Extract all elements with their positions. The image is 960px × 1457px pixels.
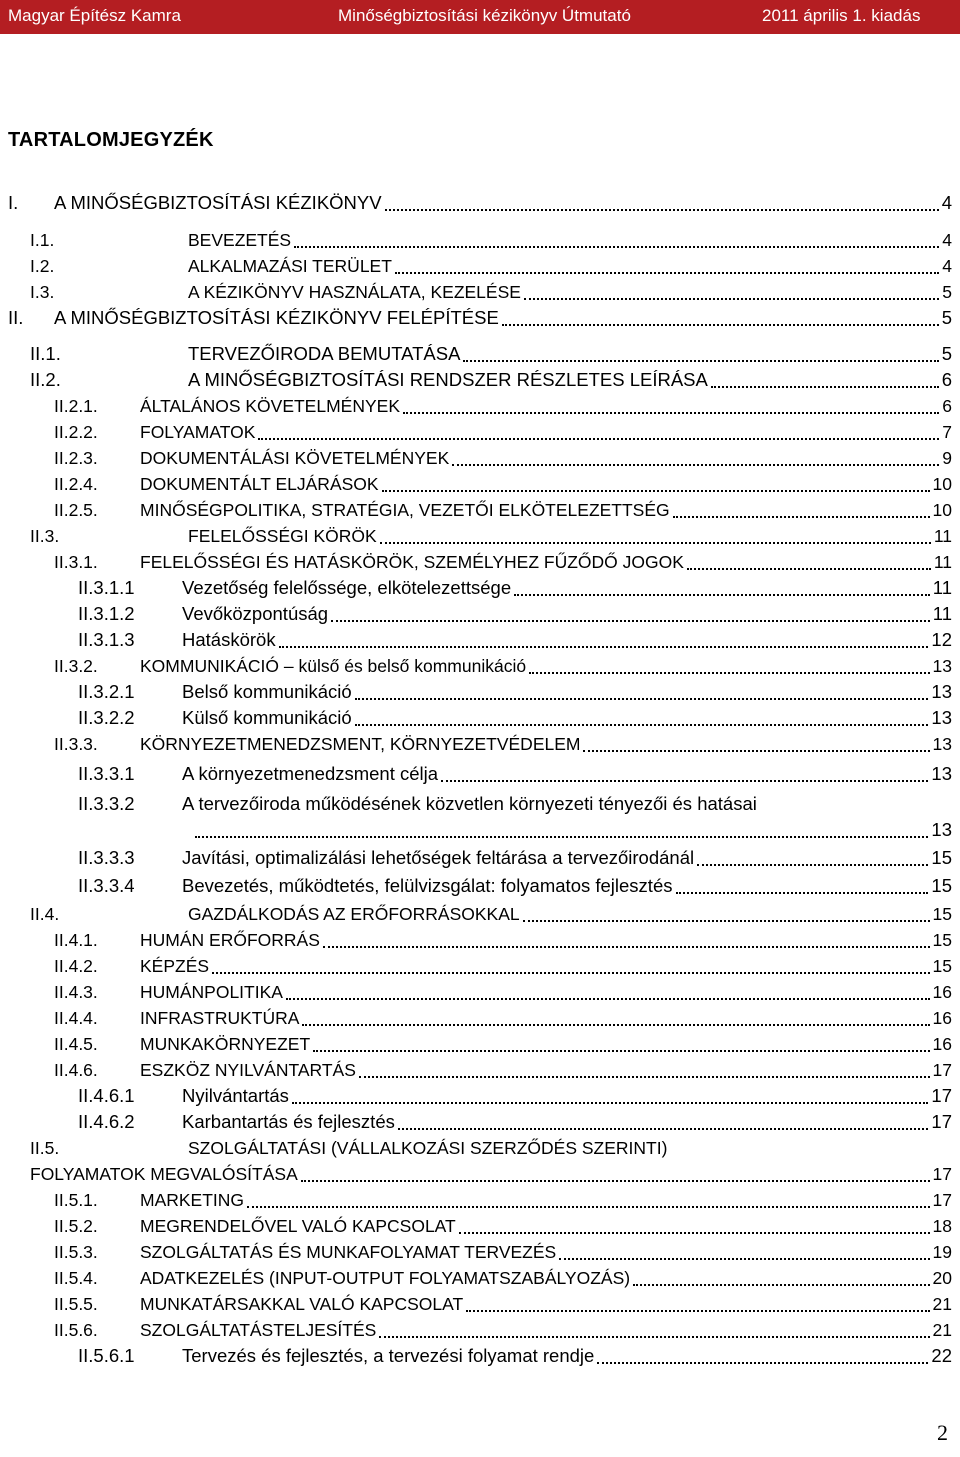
toc-entry-page: 18 <box>932 1216 952 1236</box>
toc-entry-number: II.2.2. <box>54 422 98 442</box>
toc-entry-number: II.4.6. <box>54 1060 98 1080</box>
toc-leader-dots <box>559 1258 930 1260</box>
toc-entry-title: TERVEZŐIRODA BEMUTATÁSA <box>188 343 461 364</box>
toc-entry-number: II.5.6. <box>54 1320 98 1340</box>
toc-entry[interactable] <box>54 392 952 420</box>
toc-entry-page: 13 <box>931 763 952 784</box>
toc-entry[interactable] <box>54 1212 952 1240</box>
toc-leader-dots <box>711 386 939 388</box>
toc-entry-page: 6 <box>941 369 952 390</box>
toc-entry-title: MUNKAKÖRNYEZET <box>140 1034 311 1054</box>
toc-entry-title: KOMMUNIKÁCIÓ – külső és belső kommunikáció <box>140 656 527 676</box>
toc-leader-dots <box>529 672 930 674</box>
toc-entry-page: 13 <box>932 656 952 676</box>
toc-entry[interactable] <box>30 900 952 928</box>
toc-entry[interactable] <box>30 226 952 254</box>
toc-entry-page: 17 <box>932 1190 952 1210</box>
toc-entry-page: 15 <box>931 875 952 896</box>
toc-entry[interactable] <box>54 1290 952 1318</box>
toc-entry-number: II.4.6.2 <box>78 1111 135 1132</box>
toc-entry[interactable] <box>30 1134 952 1162</box>
toc-entry[interactable] <box>54 952 952 980</box>
toc-entry-number: II.5.1. <box>54 1190 98 1210</box>
toc-leader-dots <box>687 568 931 570</box>
toc-title: TARTALOMJEGYZÉK <box>8 129 214 151</box>
toc-entry[interactable] <box>78 816 952 844</box>
toc-entry-page: 4 <box>942 230 952 250</box>
toc-entry-page: 6 <box>942 396 952 416</box>
toc-entry-page: 5 <box>941 343 952 364</box>
toc-entry[interactable] <box>54 444 952 472</box>
toc-entry-number: I. <box>8 192 19 213</box>
toc-entry-title: Tervezés és fejlesztés, a tervezési folyamat rendje <box>182 1345 595 1366</box>
toc-leader-dots <box>502 324 939 326</box>
toc-entry-page: 9 <box>942 448 952 468</box>
toc-entry-page: 11 <box>932 577 952 598</box>
toc-entry-title: Karbantartás és fejlesztés <box>182 1111 395 1132</box>
toc-leader-dots <box>313 1050 930 1052</box>
toc-entry[interactable] <box>78 1342 952 1370</box>
toc-entry-page: 5 <box>942 282 952 302</box>
toc-entry-page: 11 <box>933 552 952 572</box>
toc-entry-title: MINŐSÉGPOLITIKA, STRATÉGIA, VEZETŐI ELKÖTELEZETTSÉG <box>140 500 670 520</box>
toc-leader-dots <box>524 298 939 300</box>
toc-entry-number: II.2.5. <box>54 500 98 520</box>
toc-entry-title: HUMÁN ERŐFORRÁS <box>140 930 320 950</box>
toc-entry-page: 16 <box>932 1034 952 1054</box>
toc-entry-title: KÖRNYEZETMENEDZSMENT, KÖRNYEZETVÉDELEM <box>140 734 581 754</box>
toc-entry[interactable] <box>30 1160 952 1188</box>
toc-entry[interactable] <box>54 926 952 954</box>
toc-entry-number: II.3.1. <box>54 552 98 572</box>
toc-entry-number: II.5.6.1 <box>78 1345 135 1366</box>
toc-leader-dots <box>331 620 930 622</box>
toc-leader-dots <box>466 1310 930 1312</box>
toc-entry[interactable] <box>78 574 952 602</box>
toc-entry-number: II.5.5. <box>54 1294 98 1314</box>
toc-entry-title: SZOLGÁLTATÁSTELJESÍTÉS <box>140 1320 377 1340</box>
toc-entry-title: Külső kommunikáció <box>182 707 352 728</box>
toc-leader-dots <box>301 1180 930 1182</box>
toc-entry-page: 10 <box>932 500 952 520</box>
toc-entry-title: GAZDÁLKODÁS AZ ERŐFORRÁSOKKAL <box>188 904 520 924</box>
toc-entry[interactable] <box>8 189 952 217</box>
toc-leader-dots <box>380 542 931 544</box>
toc-entry-title: KÉPZÉS <box>140 956 210 976</box>
toc-entry-title: MEGRENDELŐVEL VALÓ KAPCSOLAT <box>140 1216 456 1236</box>
toc-entry-number: II. <box>8 307 24 328</box>
toc-entry[interactable] <box>54 1316 952 1344</box>
toc-leader-dots <box>403 412 939 414</box>
toc-leader-dots <box>247 1206 930 1208</box>
toc-entry[interactable] <box>54 1056 952 1084</box>
toc-leader-dots <box>279 646 928 648</box>
toc-entry-number: II.1. <box>30 343 61 364</box>
toc-entry-page: 5 <box>941 307 952 328</box>
toc-entry-title: DOKUMENTÁLÁSI KÖVETELMÉNYEK <box>140 448 450 468</box>
toc-entry-number: II.4. <box>30 904 60 924</box>
toc-entry-title: A környezetmenedzsment célja <box>182 763 439 784</box>
toc-entry-number: II.3.1.3 <box>78 629 135 650</box>
toc-entry-number: II.3. <box>30 526 60 546</box>
toc-leader-dots <box>286 998 930 1000</box>
toc-leader-dots <box>441 780 928 782</box>
toc-entry-number: II.3.2.1 <box>78 681 135 702</box>
toc-entry-number: I.2. <box>30 256 55 276</box>
toc-leader-dots <box>212 972 930 974</box>
toc-entry-number: II.5.4. <box>54 1268 98 1288</box>
toc-entry-number: II.2.3. <box>54 448 98 468</box>
toc-entry-page: 22 <box>931 1345 952 1366</box>
toc-entry-number: II.3.3. <box>54 734 98 754</box>
toc-entry-number: II.3.1.2 <box>78 603 135 624</box>
toc-entry-page: 13 <box>932 734 952 754</box>
toc-leader-dots <box>355 724 928 726</box>
toc-entry-page: 16 <box>932 982 952 1002</box>
toc-entry-title: DOKUMENTÁLT ELJÁRÁSOK <box>140 474 379 494</box>
toc-entry[interactable] <box>78 678 952 706</box>
toc-leader-dots <box>673 516 930 518</box>
toc-entry-title: Hatáskörök <box>182 629 276 650</box>
toc-entry-number: II.3.3.4 <box>78 875 135 896</box>
page-number: 2 <box>937 1420 948 1445</box>
toc-entry[interactable] <box>78 1082 952 1110</box>
toc-entry[interactable] <box>54 1030 952 1058</box>
toc-entry-page: 4 <box>942 256 952 276</box>
toc-leader-dots <box>292 1102 928 1104</box>
toc-entry[interactable] <box>78 844 952 872</box>
toc-entry-title: ADATKEZELÉS (INPUT-OUTPUT FOLYAMATSZABÁLYOZÁS) <box>140 1268 631 1288</box>
toc-entry-number: II.2. <box>30 369 61 390</box>
toc-entry[interactable] <box>54 1238 952 1266</box>
toc-entry-page: 10 <box>932 474 952 494</box>
toc-entry-number: II.4.1. <box>54 930 98 950</box>
toc-entry-page: 15 <box>931 847 952 868</box>
toc-entry-page: 7 <box>942 422 952 442</box>
toc-entry-number: II.4.3. <box>54 982 98 1002</box>
toc-entry-title: Javítási, optimalizálási lehetőségek feltárása a tervezőirodánál <box>182 847 695 868</box>
toc-entry-page: 15 <box>932 956 952 976</box>
toc-entry-title: ESZKÖZ NYILVÁNTARTÁS <box>140 1060 356 1080</box>
toc-entry-page: 19 <box>932 1242 952 1262</box>
header-publisher: Magyar Építész Kamra <box>8 6 181 25</box>
toc-entry[interactable] <box>30 252 952 280</box>
toc-entry-page: 13 <box>931 819 952 840</box>
toc-entry-number: II.4.6.1 <box>78 1085 135 1106</box>
toc-leader-dots <box>697 864 928 866</box>
toc-entry-title: MARKETING <box>140 1190 245 1210</box>
toc-entry-title: A tervezőiroda működésének közvetlen környezeti tényezői és hatásai <box>182 793 757 814</box>
toc-entry-number: II.3.2. <box>54 656 98 676</box>
toc-entry-number: II.2.4. <box>54 474 98 494</box>
toc-entry-title: Belső kommunikáció <box>182 681 352 702</box>
toc-entry[interactable] <box>54 652 952 680</box>
toc-entry-title: A MINŐSÉGBIZTOSÍTÁSI KÉZIKÖNYV FELÉPÍTÉSE <box>54 307 499 328</box>
toc-leader-dots <box>583 750 930 752</box>
toc-entry-title: Vevőközpontúság <box>182 603 329 624</box>
toc-leader-dots <box>452 464 939 466</box>
toc-entry[interactable] <box>78 626 952 654</box>
toc-entry-title: FOLYAMATOK MEGVALÓSÍTÁSA <box>30 1164 298 1184</box>
toc-leader-dots <box>382 490 930 492</box>
toc-entry-title: FELELŐSSÉGI ÉS HATÁSKÖRÖK, SZEMÉLYHEZ FŰZŐDŐ JOGOK <box>140 552 684 572</box>
toc-entry-number: II.5. <box>30 1138 60 1158</box>
toc-entry-page: 13 <box>931 707 952 728</box>
toc-entry[interactable] <box>54 1004 952 1032</box>
toc-entry[interactable] <box>30 278 952 306</box>
toc-entry-title: A KÉZIKÖNYV HASZNÁLATA, KEZELÉSE <box>188 282 521 302</box>
toc-leader-dots <box>459 1232 930 1234</box>
toc-entry-number: II.2.1. <box>54 396 98 416</box>
toc-entry-title: BEVEZETÉS <box>188 230 292 250</box>
toc-entry-page: 12 <box>931 629 952 650</box>
toc-entry-title: ÁLTALÁNOS KÖVETELMÉNYEK <box>140 396 400 416</box>
toc-entry-title: SZOLGÁLTATÁSI (VÁLLALKOZÁSI SZERZŐDÉS SZERINTI) <box>188 1138 668 1158</box>
toc-entry[interactable] <box>78 760 952 788</box>
toc-entry-title: Bevezetés, működtetés, felülvizsgálat: folyamatos fejlesztés <box>182 875 673 896</box>
toc-entry[interactable] <box>54 496 952 524</box>
toc-entry[interactable] <box>54 548 952 576</box>
toc-entry-page: 15 <box>932 930 952 950</box>
toc-entry-page: 11 <box>933 526 952 546</box>
toc-entry-page: 11 <box>932 603 952 624</box>
toc-entry[interactable] <box>30 522 952 550</box>
toc-entry-page: 21 <box>932 1320 952 1340</box>
toc-entry-title: HUMÁNPOLITIKA <box>140 982 283 1002</box>
toc-entry[interactable] <box>54 470 952 498</box>
toc-entry[interactable] <box>54 1264 952 1292</box>
toc-leader-dots <box>514 594 930 596</box>
toc-entry-page: 17 <box>932 1060 952 1080</box>
toc-leader-dots <box>355 698 928 700</box>
toc-leader-dots <box>523 920 930 922</box>
toc-entry-title: INFRASTRUKTÚRA <box>140 1008 300 1028</box>
toc-entry-number: II.3.2.2 <box>78 707 135 728</box>
header-document-title: Minőségbiztosítási kézikönyv Útmutató <box>338 6 631 25</box>
toc-entry-number: II.4.4. <box>54 1008 98 1028</box>
toc-entry-page: 15 <box>932 904 952 924</box>
header-edition: 2011 április 1. kiadás <box>762 6 921 25</box>
toc-leader-dots <box>294 246 939 248</box>
toc-leader-dots <box>379 1336 930 1338</box>
toc-entry-title: FELELŐSSÉGI KÖRÖK <box>188 526 377 546</box>
toc-entry[interactable] <box>8 304 952 332</box>
toc-leader-dots <box>195 836 928 838</box>
toc-entry[interactable] <box>78 872 952 900</box>
toc-entry[interactable] <box>30 366 952 394</box>
toc-entry-number: II.4.2. <box>54 956 98 976</box>
toc-leader-dots <box>597 1362 928 1364</box>
toc-entry[interactable] <box>54 730 952 758</box>
toc-entry-number: I.1. <box>30 230 55 250</box>
toc-leader-dots <box>398 1128 928 1130</box>
toc-entry-number: II.5.3. <box>54 1242 98 1262</box>
toc-entry-page: 4 <box>941 192 952 213</box>
toc-entry-title: A MINŐSÉGBIZTOSÍTÁSI RENDSZER RÉSZLETES LEÍRÁSA <box>188 369 708 390</box>
toc-entry-page: 16 <box>932 1008 952 1028</box>
toc-entry-page: 20 <box>932 1268 952 1288</box>
toc-entry-title: SZOLGÁLTATÁS ÉS MUNKAFOLYAMAT TERVEZÉS <box>140 1242 557 1262</box>
toc-leader-dots <box>359 1076 930 1078</box>
toc-entry[interactable] <box>78 1108 952 1136</box>
toc-entry-number: I.3. <box>30 282 55 302</box>
toc-entry[interactable] <box>54 978 952 1006</box>
toc-entry-page: 17 <box>931 1111 952 1132</box>
toc-entry-number: II.5.2. <box>54 1216 98 1236</box>
toc-leader-dots <box>385 209 939 211</box>
toc-entry-title: Nyilvántartás <box>182 1085 289 1106</box>
toc-entry[interactable] <box>78 600 952 628</box>
toc-leader-dots <box>323 946 930 948</box>
toc-entry[interactable] <box>54 418 952 446</box>
toc-entry-number: II.3.3.2 <box>78 793 135 814</box>
toc-entry[interactable] <box>78 790 952 818</box>
toc-leader-dots <box>302 1024 930 1026</box>
toc-entry-number: II.3.3.1 <box>78 763 135 784</box>
toc-entry-title: MUNKATÁRSAKKAL VALÓ KAPCSOLAT <box>140 1294 464 1314</box>
toc-entry-title: FOLYAMATOK <box>140 422 256 442</box>
toc-leader-dots <box>676 892 928 894</box>
toc-entry[interactable] <box>78 704 952 732</box>
toc-entry-number: II.3.3.3 <box>78 847 135 868</box>
toc-entry-page: 13 <box>931 681 952 702</box>
toc-entry-title: ALKALMAZÁSI TERÜLET <box>188 256 392 276</box>
toc-entry-page: 17 <box>932 1164 952 1184</box>
toc-entry-page: 21 <box>932 1294 952 1314</box>
toc-entry-title: Vezetőség felelőssége, elkötelezettsége <box>182 577 512 598</box>
toc-leader-dots <box>463 360 939 362</box>
toc-entry-page: 17 <box>931 1085 952 1106</box>
toc-entry-number: II.4.5. <box>54 1034 98 1054</box>
toc-entry[interactable] <box>30 340 952 368</box>
toc-leader-dots <box>258 438 939 440</box>
toc-entry[interactable] <box>54 1186 952 1214</box>
toc-entry-title: A MINŐSÉGBIZTOSÍTÁSI KÉZIKÖNYV <box>54 192 382 213</box>
toc-entry-number: II.3.1.1 <box>78 577 135 598</box>
toc-leader-dots <box>633 1284 930 1286</box>
toc-leader-dots <box>395 272 939 274</box>
